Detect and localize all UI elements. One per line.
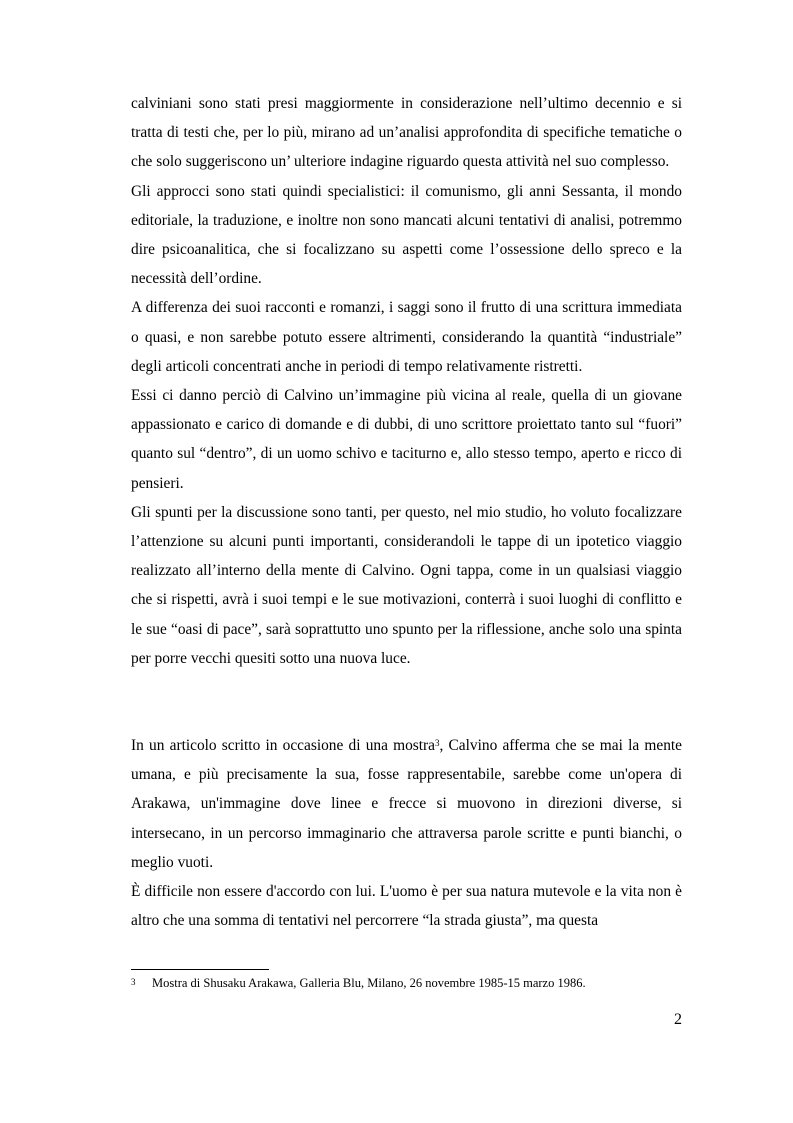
paragraph: A differenza dei suoi racconti e romanzi, i saggi sono il frutto di una scrittura immediata o quasi, e non sarebbe potuto essere altrimenti, considerando la quantità “industriale” degli articoli concentrati anche in periodi di tempo relativamente ristretti. [131, 299, 682, 375]
section-gap [131, 673, 682, 731]
footnote-mark: 3 [131, 977, 136, 987]
body-text [131, 89, 682, 935]
paragraph: Gli spunti per la discussione sono tanti, per questo, nel mio studio, ho voluto focalizzare l’attenzione su alcuni punti importanti, considerandoli le tappe di un ipotetico viaggio realizzato all’interno della mente di Calvino. Ogni tappa, come in un qualsiasi viaggio che si rispetti, avrà i suoi tempi e le sue motivazioni, conterrà i suoi luoghi di conflitto e le sue “oasi di pace”, sarà soprattutto uno spunto per la riflessione, anche solo una spinta per porre vecchi quesiti sotto una nuova luce. [131, 503, 682, 667]
paragraph-with-footnote-ref [131, 731, 682, 877]
footnote-divider [131, 969, 269, 970]
footnote-text: Mostra di Shusaku Arakawa, Galleria Blu, Milano, 26 novembre 1985-15 marzo 1986. [152, 976, 586, 990]
paragraph: Gli approcci sono stati quindi specialistici: il comunismo, gli anni Sessanta, il mondo editoriale, la traduzione, e inoltre non sono mancati alcuni tentativi di analisi, potremmo dire psicoanalitica, che si focalizzano su aspetti come l’ossessione dello spreco e la necessità dell’ordine. [131, 182, 682, 288]
footnote-reference: 3 [435, 738, 440, 749]
paragraph: Essi ci danno perciò di Calvino un’immagine più vicina al reale, quella di un giovane appassionato e carico di domande e di dubbi, di uno scrittore proiettato tanto sul “fuori” quanto sul “dentro”, di un uomo schivo e taciturno e, allo stesso tempo, aperto e ricco di pensieri. [131, 387, 682, 492]
paragraph-text-after-ref: , Calvino afferma che se mai la mente umana, e più precisamente la sua, fosse rappresentabile, sarebbe come un'opera di Arakawa, un'immagine dove linee e frecce si muovono in direzioni diverse, si intersecano, in un percorso immaginario che attraversa parole scritte e punti bianchi, o meglio vuoti. [131, 737, 682, 871]
paragraph-text-before-ref: In un articolo scritto in occasione di una mostra [131, 737, 435, 755]
page-number: 2 [674, 1011, 682, 1028]
footnote [131, 974, 691, 992]
paragraph: calviniani sono stati presi maggiormente in considerazione nell’ultimo decennio e si tratta di testi che, per lo più, mirano ad un’analisi approfondita di specifiche tematiche o che solo suggeriscono un’ ulteriore indagine riguardo questa attività nel suo complesso. [131, 95, 682, 171]
paragraph: È difficile non essere d'accordo con lui. L'uomo è per sua natura mutevole e la vita non è altro che una somma di tentativi nel percorrere “la strada giusta”, ma questa [131, 883, 682, 930]
